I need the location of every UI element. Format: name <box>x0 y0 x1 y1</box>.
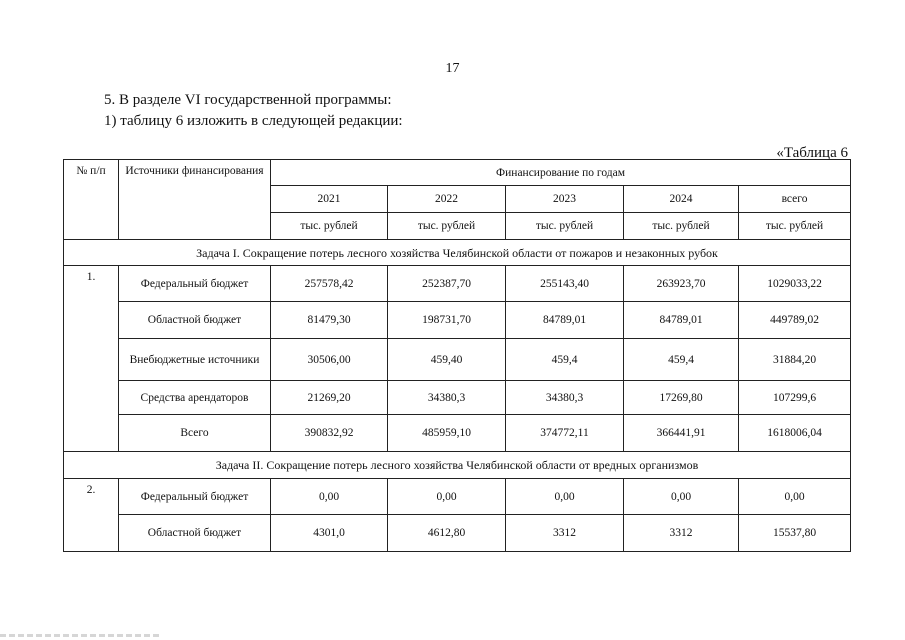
table-caption: «Таблица 6 <box>776 145 848 161</box>
header-year-2022: 2022 <box>388 186 506 213</box>
scan-artifact <box>0 634 160 637</box>
source-cell: Федеральный бюджет <box>119 479 271 515</box>
value-cell: 0,00 <box>624 479 739 515</box>
task-title: Задача I. Сокращение потерь лесного хозяйства Челябинской области от пожаров и незаконных рубок <box>64 240 851 266</box>
value-cell: 30506,00 <box>271 339 388 381</box>
value-cell: 17269,80 <box>624 381 739 415</box>
value-cell: 31884,20 <box>739 339 851 381</box>
value-cell: 81479,30 <box>271 302 388 339</box>
value-cell: 459,40 <box>388 339 506 381</box>
source-cell: Всего <box>119 415 271 452</box>
header-year-2023: 2023 <box>506 186 624 213</box>
value-cell: 485959,10 <box>388 415 506 452</box>
value-cell: 459,4 <box>506 339 624 381</box>
financing-table <box>63 159 851 552</box>
section-instruction: 1) таблицу 6 изложить в следующей редакции: <box>104 113 403 129</box>
value-cell: 0,00 <box>506 479 624 515</box>
value-cell: 84789,01 <box>506 302 624 339</box>
value-cell: 34380,3 <box>388 381 506 415</box>
source-cell: Областной бюджет <box>119 302 271 339</box>
header-unit: тыс. рублей <box>506 213 624 240</box>
header-source: Источники финансирования <box>119 160 271 240</box>
value-cell: 1618006,04 <box>739 415 851 452</box>
value-cell: 390832,92 <box>271 415 388 452</box>
value-cell: 0,00 <box>388 479 506 515</box>
value-cell: 34380,3 <box>506 381 624 415</box>
row-number: 2. <box>64 479 119 552</box>
value-cell: 449789,02 <box>739 302 851 339</box>
header-unit: тыс. рублей <box>388 213 506 240</box>
source-cell: Федеральный бюджет <box>119 266 271 302</box>
source-cell: Средства арендаторов <box>119 381 271 415</box>
header-unit: тыс. рублей <box>271 213 388 240</box>
value-cell: 252387,70 <box>388 266 506 302</box>
source-cell: Областной бюджет <box>119 515 271 552</box>
task-title: Задача II. Сокращение потерь лесного хозяйства Челябинской области от вредных организмов <box>64 452 851 479</box>
header-year-2021: 2021 <box>271 186 388 213</box>
value-cell: 263923,70 <box>624 266 739 302</box>
value-cell: 0,00 <box>739 479 851 515</box>
value-cell: 21269,20 <box>271 381 388 415</box>
value-cell: 15537,80 <box>739 515 851 552</box>
value-cell: 84789,01 <box>624 302 739 339</box>
value-cell: 4301,0 <box>271 515 388 552</box>
value-cell: 255143,40 <box>506 266 624 302</box>
value-cell: 198731,70 <box>388 302 506 339</box>
value-cell: 0,00 <box>271 479 388 515</box>
source-cell: Внебюджетные источники <box>119 339 271 381</box>
value-cell: 257578,42 <box>271 266 388 302</box>
value-cell: 3312 <box>624 515 739 552</box>
header-unit: тыс. рублей <box>739 213 851 240</box>
value-cell: 366441,91 <box>624 415 739 452</box>
value-cell: 4612,80 <box>388 515 506 552</box>
page-number: 17 <box>445 61 460 76</box>
header-number: № п/п <box>64 160 119 240</box>
value-cell: 107299,6 <box>739 381 851 415</box>
header-total: всего <box>739 186 851 213</box>
value-cell: 374772,11 <box>506 415 624 452</box>
row-number: 1. <box>64 266 119 452</box>
value-cell: 459,4 <box>624 339 739 381</box>
value-cell: 1029033,22 <box>739 266 851 302</box>
header-unit: тыс. рублей <box>624 213 739 240</box>
value-cell: 3312 <box>506 515 624 552</box>
header-year-2024: 2024 <box>624 186 739 213</box>
section-heading: 5. В разделе VI государственной программы: <box>104 92 392 108</box>
header-financing: Финансирование по годам <box>271 160 851 186</box>
